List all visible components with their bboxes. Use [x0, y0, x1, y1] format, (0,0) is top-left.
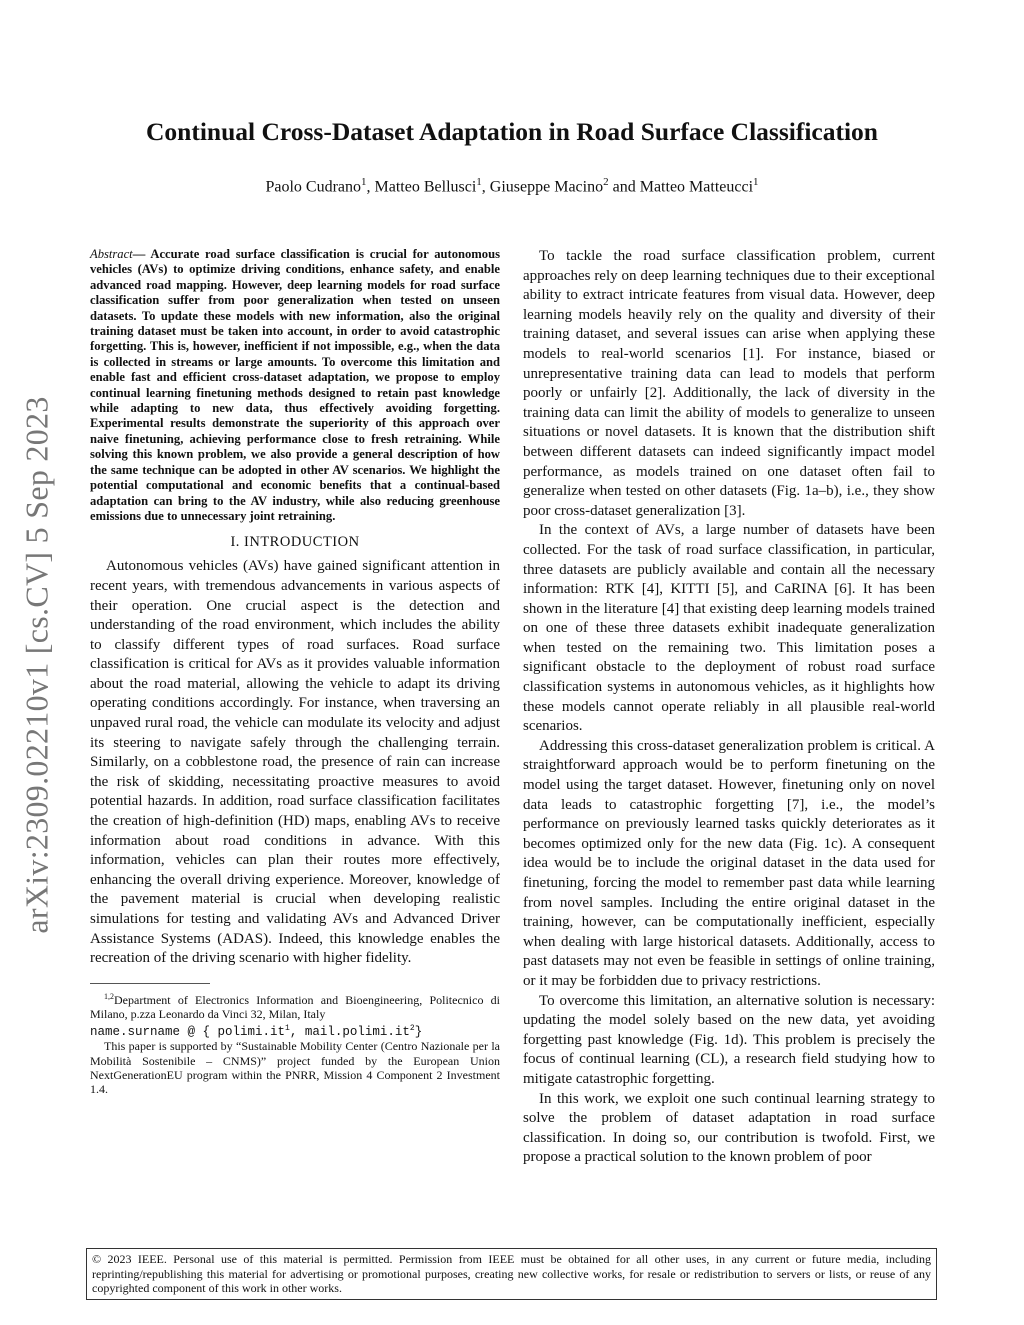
abstract-text: Accurate road surface classification is crucial for autonomous vehicles (AVs) to optimize driving conditions, enhance safety, and enable advanced road mapping. However, deep learning models for road surface classification suffer from poor generalization when tested on unseen datasets. To update these models with new information, also the original training dataset must be taken into account, in order to avoid catastrophic forgetting. This is, however, inefficient if not impossible, e.g., when the data is collected in streams or large amounts. To overcome this limitation and enable fast and efficient cross-dataset adaptation, we propose to employ continual learning finetuning methods designed to retain past knowledge while adapting to new data, thus effectively avoiding forgetting. Experimental results demonstrate the superiority of this approach over naive finetuning, achieving performance close to fresh retraining. While solving this known problem, we also provide a general description of how the same technique can be adopted in other AV scenarios. We highlight the potential computational and economic benefits that a continual-based adaptation can bring to the AV industry, while also reducing greenhouse emissions due to unnecessary joint retraining. — [90, 247, 500, 523]
author-list: Paolo Cudrano$^1$, Matteo Bellusci$^1$, Giuseppe Macino$^2$ and Matteo Matteucci$^1$ — [265, 176, 759, 196]
arxiv-identifier — [2, 370, 72, 960]
funding-footnote: This paper is supported by “Sustainable Mobility Center (Centro Nazionale per la Mobilità Sostenibile – CNMS)” project funded by the European Union NextGenerationEU program within the PNRR, Mission 4 Component 2 Investment 1.4. — [90, 1039, 500, 1097]
affiliation-footnote: $^{1,2}$Department of Electronics Information and Bioengineering, Politecnico di Milano, p.zza Leonardo da Vinci 32, Milan, Italy name.surname @ { $polimi.it^1$, $mail.polimi.it^2$} — [90, 991, 500, 1039]
paper-title: Continual Cross-Dataset Adaptation in Road Surface Classification — [145, 117, 878, 146]
copyright-notice: © 2023 IEEE. Personal use of this material is permitted. Permission from IEEE must be obtained for all other uses, in any current or future media, including reprinting/republishing this material for advertising or promotional purposes, creating new collective works, for resale or redistribution to servers or lists, or reuse of any copyrighted component of this work in other works. — [86, 1248, 937, 1300]
abstract-label: Abstract — [90, 247, 133, 261]
author-name: Matteo Bellusci — [374, 178, 477, 196]
author-affiliation-mark: 2 — [603, 176, 609, 188]
body-paragraph: Autonomous vehicles (AVs) have gained significant attention in recent years, with tremendous advancements in various aspects of their operation. One crucial aspect is the detection and understanding of the road environment, which includes the ability to classify different types of road surfaces. Road surface classification is critical for AVs as it provides valuable information about the road material, allowing the vehicle to adapt its driving operating conditions accordingly. For instance, when traversing an unpaved rural road, the vehicle can modulate its velocity and adjust its steering to navigate safely through the challenging terrain. Similarly, on a cobblestone road, the presence of rain can increase the risk of skidding, necessitating proactive measures to avoid potential hazards. In addition, road surface classification facilitates the creation of high-definition (HD) maps, enabling AVs to receive information about road conditions in advance. With this information, vehicles can plan their routes more effectively, enhancing the overall driving experience. Moreover, knowledge of the pavement material is crucial when developing realistic simulations for testing and validating AVs and Advanced Driver Assistance Systems (ADAS). Indeed, this knowledge enables the recreation of the driving scenario with higher fidelity. — [90, 558, 500, 967]
author-name: Giuseppe Macino — [489, 178, 604, 196]
body-paragraph: To overcome this limitation, an alternative solution is necessary: updating the model solely based on the new data, yet avoiding forgetting past knowledge (Fig. 1d). This problem is precisely the focus of continual learning (CL), a research field studying how to mitigate catastrophic forgetting. — [523, 992, 935, 1087]
body-paragraph: To tackle the road surface classification problem, current approaches rely on deep learning techniques due to their exceptional ability to extract intricate features from visual data. However, deep learning models heavily rely on the quality and diversity of their training dataset, and several issues can arise when applying these models to real-world scenarios [1]. For instance, biased or unrepresentative training data can lead to models that perform poorly or unfairly [2]. Additionally, the lack of diversity in the training data can limit the ability of models to generalize to unseen situations or novel datasets. It is known that the distribution shift between different datasets can indeed significantly impact model performance, as models trained on one dataset often fail to generalize when tested on other datasets (Fig. 1a–b), i.e., they show poor cross-dataset generalization [3]. — [523, 248, 935, 519]
arxiv-identifier-text: arXiv:2309.02210v1 [cs.CV] 5 Sep 2023 — [18, 396, 55, 934]
author-affiliation-mark: 1 — [361, 176, 367, 188]
email-address: name.surname @ { $polimi.it^1$, $mail.polimi.it^2$} — [90, 1023, 423, 1039]
right-column — [523, 247, 935, 1168]
abstract: Abstract— Accurate road surface classification is crucial for autonomous vehicles (AVs) to optimize driving conditions, enhance safety, and enable advanced road mapping. However, deep learning models for road surface classification suffer from poor generalization when tested on unseen datasets. To update these models with new information, also the original training dataset must be taken into account, in order to avoid catastrophic forgetting. This is, however, inefficient if not impossible, e.g., when the data is collected in streams or large amounts. To overcome this limitation and enable fast and efficient cross-dataset adaptation, we propose to employ continual learning finetuning methods designed to retain past knowledge while adapting to new data, thus effectively avoiding forgetting. Experimental results demonstrate the superiority of this approach over naive finetuning, achieving performance close to fresh retraining. While solving this known problem, we also provide a general description of how the same technique can be adopted in other AV scenarios. We highlight the potential computational and economic benefits that a continual-based adaptation can bring to the AV industry, while also reducing greenhouse emissions due to unnecessary joint retraining. — [90, 247, 500, 523]
author-name: Paolo Cudrano — [265, 178, 362, 196]
body-paragraph: In this work, we exploit one such continual learning strategy to solve the problem of dataset adaptation in road surface classification. In doing so, our contribution is twofold. First, we propose a practical solution to the known problem of poor — [523, 1090, 935, 1166]
author-affiliation-mark: 1 — [476, 176, 482, 188]
section-heading: I. INTRODUCTION — [230, 534, 360, 551]
footnote-rule — [90, 983, 210, 984]
body-paragraph: Addressing this cross-dataset generalization problem is critical. A straightforward approach would be to perform finetuning on the model using the target dataset. However, finetuning only on novel data leads to catastrophic forgetting [7], i.e., the model’s performance on previously learned tasks quickly deteriorates as it becomes optimized only for the new data (Fig. 1c). A consequent idea would be to include the original dataset in the data used for finetuning, forcing the model to remember past data while learning from novel samples. Including the entire original dataset in the training, however, can be computationally inefficient, especially when dealing with large historical datasets. Additionally, access to past datasets may not even be feasible in settings of online training, or it may be forbidden due to privacy restrictions. — [523, 737, 935, 989]
author-affiliation-mark: 1 — [753, 176, 759, 188]
body-paragraph: In the context of AVs, a large number of datasets have been collected. For the task of road surface classification, in particular, three datasets are publicly available and contain all the necessary information: RTK [4], KITTI [5], and CaRINA [6]. It has been shown in the literature [4] that existing deep learning models trained on one of these three datasets exhibit inadequate generalization when tested on the remaining two. This limitation poses a significant obstacle to the deployment of robust road surface classification systems in autonomous vehicles, as it highlights how these models cannot operate reliably in all plausible real-world scenarios. — [523, 522, 935, 735]
author-name: Matteo Matteucci — [639, 178, 754, 196]
left-column — [90, 247, 500, 1097]
